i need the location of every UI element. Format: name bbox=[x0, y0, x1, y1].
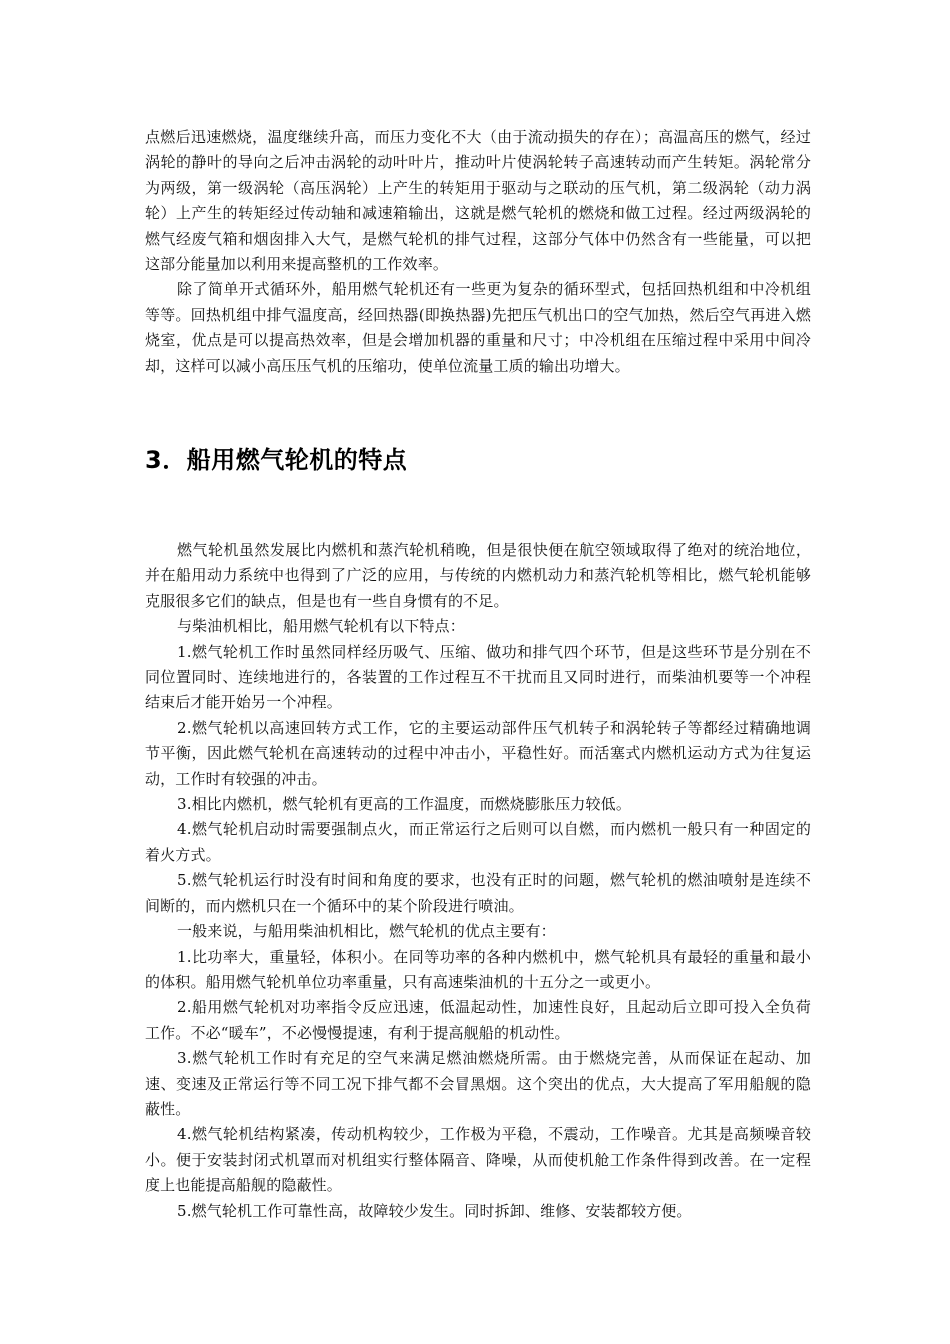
paragraph-cycle-types: 除了简单开式循环外，船用燃气轮机还有一些更为复杂的循环型式，包括回热机组和中冷机组等等。回热机组中排气温度高，经回热器(即换热器)先把压气机出口的空气加热，然后空气再进入燃烧室，优点是可以提高热效率，但是会增加机器的重量和尺寸；中冷机组在压缩过程中采用中间冷却，这样可以减小高压压气机的压缩功，使单位流量工质的输出功增大。 bbox=[145, 280, 811, 375]
advantage-item-3: 3.燃气轮机工作时有充足的空气来满足燃油燃烧所需。由于燃烧完善，从而保证在起动、加速、变速及正常运行等不同工况下排气都不会冒黑烟。这个突出的优点，大大提高了军用船舰的隐蔽性。 bbox=[145, 1049, 811, 1118]
feature-item-2: 2.燃气轮机以高速回转方式工作，它的主要运动部件压气机转子和涡轮转子等都经过精确地调节平衡，因此燃气轮机在高速转动的过程中冲击小，平稳性好。而活塞式内燃机运动方式为往复运动，工作时有较强的冲击。 bbox=[145, 718, 811, 788]
paragraph-advantages-intro: 一般来说，与船用柴油机相比，燃气轮机的优点主要有： bbox=[177, 922, 556, 941]
advantage-item-4: 4.燃气轮机结构紧凑，传动机构较少，工作极为平稳，不震动，工作噪音。尤其是高频噪音较小。便于安装封闭式机罩而对机组实行整体隔音、降噪，从而使机舱工作条件得到改善。在一定程度上也能提高船舰的隐蔽性。 bbox=[145, 1125, 811, 1195]
paragraph-overview: 燃气轮机虽然发展比内燃机和蒸汽轮机稍晚，但是很快便在航空领域取得了绝对的统治地位，并在船用动力系统中也得到了广泛的应用，与传统的内燃机动力和蒸汽轮机等相比，燃气轮机能够克服很多它们的缺点，但是也有一些自身惯有的不足。 bbox=[145, 541, 811, 610]
feature-item-1: 1.燃气轮机工作时虽然同样经历吸气、压缩、做功和排气四个环节，但是这些环节是分别在不同位置同时、连续地进行的，各装置的工作过程互不干扰而且又同时进行，而柴油机要等一个冲程结束后才能开始另一个冲程。 bbox=[145, 642, 811, 712]
features-section bbox=[145, 538, 811, 1224]
feature-item-4: 4.燃气轮机启动时需要强制点火，而正常运行之后则可以自燃，而内燃机一般只有一种固定的着火方式。 bbox=[145, 820, 811, 864]
advantage-item-5: 5.燃气轮机工作可靠性高，故障较少发生。同时拆卸、维修、安装都较方便。 bbox=[177, 1201, 692, 1220]
paragraph-comparison-intro: 与柴油机相比，船用燃气轮机有以下特点： bbox=[177, 617, 465, 636]
advantage-item-1: 1.比功率大，重量轻，体积小。在同等功率的各种内燃机中，燃气轮机具有最轻的重量和最小的体积。船用燃气轮机单位功率重量，只有高速柴油机的十五分之一或更小。 bbox=[145, 947, 811, 991]
advantage-item-2: 2.船用燃气轮机对功率指令反应迅速，低温起动性，加速性良好，且起动后立即可投入全负荷工作。不必“暖车”，不必慢慢提速，有利于提高舰船的机动性。 bbox=[145, 998, 811, 1042]
intro-section bbox=[145, 125, 811, 379]
paragraph-continuation: 点燃后迅速燃烧，温度继续升高，而压力变化不大（由于流动损失的存在）；高温高压的燃气，经过涡轮的静叶的导向之后冲击涡轮的动叶叶片，推动叶片使涡轮转子高速转动而产生转矩。涡轮常分为两级，第一级涡轮（高压涡轮）上产生的转矩用于驱动与之联动的压气机，第二级涡轮（动力涡轮）上产生的转矩经过传动轴和减速箱输出，这就是燃气轮机的燃烧和做工过程。经过两级涡轮的燃气经废气箱和烟囱排入大气，是燃气轮机的排气过程，这部分气体中仍然含有一些能量，可以把这部分能量加以利用来提高整机的工作效率。 bbox=[145, 128, 811, 274]
feature-item-3: 3.相比内燃机，燃气轮机有更高的工作温度，而燃烧膨胀压力较低。 bbox=[177, 795, 631, 814]
feature-item-5: 5.燃气轮机运行时没有时间和角度的要求，也没有正时的问题，燃气轮机的燃油喷射是连续不间断的，而内燃机只在一个循环中的某个阶段进行喷油。 bbox=[145, 871, 811, 915]
section-heading: 3．船用燃气轮机的特点 bbox=[145, 446, 408, 474]
